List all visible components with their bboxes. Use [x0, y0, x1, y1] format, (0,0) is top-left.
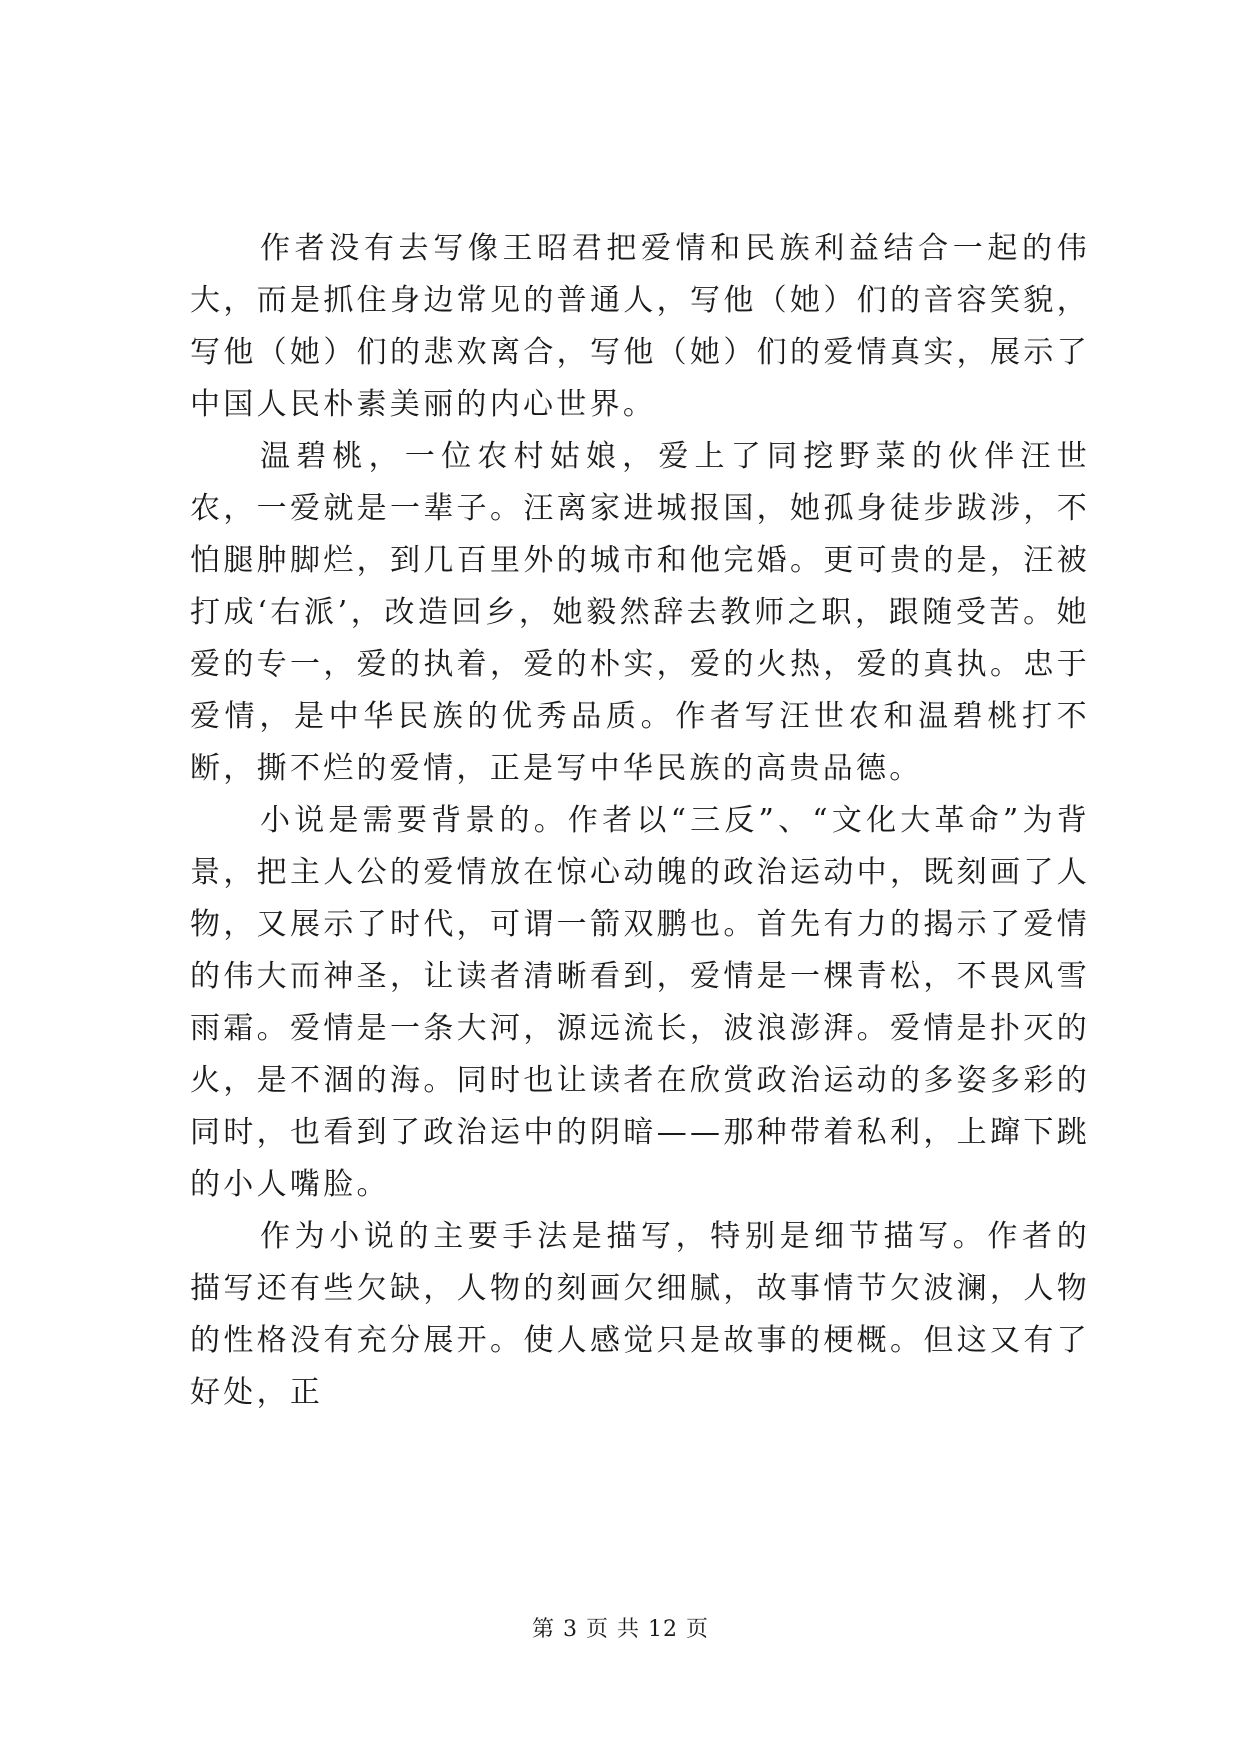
paragraph-3: 小说是需要背景的。作者以“三反”、“文化大革命”为背景，把主人公的爱情放在惊心动魄的政治运动中，既刻画了人物，又展示了时代，可谓一箭双鹏也。首先有力的揭示了爱情的伟大而神圣，让读者清晰看到，爱情是一棵青松，不畏风雪雨霜。爱情是一条大河，源远流长，波浪澎湃。爱情是扑灭的火，是不涸的海。同时也让读者在欣赏政治运动的多姿多彩的同时，也看到了政治运中的阴暗——那种带着私利，上蹿下跳的小人嘴脸。	[190, 803, 1090, 1202]
paragraph-1: 作者没有去写像王昭君把爱情和民族利益结合一起的伟大，而是抓住身边常见的普通人，写他（她）们的音容笑貌，写他（她）们的悲欢离合，写他（她）们的爱情真实，展示了中国人民朴素美丽的内心世界。	[190, 231, 1090, 422]
paragraph-2: 温碧桃，一位农村姑娘，爱上了同挖野菜的伙伴汪世农，一爱就是一辈子。汪离家进城报国，她孤身徒步跋涉，不怕腿肿脚烂，到几百里外的城市和他完婚。更可贵的是，汪被打成‘右派’，改造回乡，她毅然辞去教师之职，跟随受苦。她爱的专一，爱的执着，爱的朴实，爱的火热，爱的真执。忠于爱情，是中华民族的优秀品质。作者写汪世农和温碧桃打不断，撕不烂的爱情，正是写中华民族的高贵品德。	[190, 439, 1090, 786]
body-text	[190, 223, 1090, 1419]
page-number-footer: 第 3 页 共 12 页	[532, 1617, 709, 1642]
paragraph-4: 作为小说的主要手法是描写，特别是细节描写。作者的描写还有些欠缺，人物的刻画欠细腻，故事情节欠波澜，人物的性格没有充分展开。使人感觉只是故事的梗概。但这又有了好处，正	[190, 1219, 1090, 1410]
